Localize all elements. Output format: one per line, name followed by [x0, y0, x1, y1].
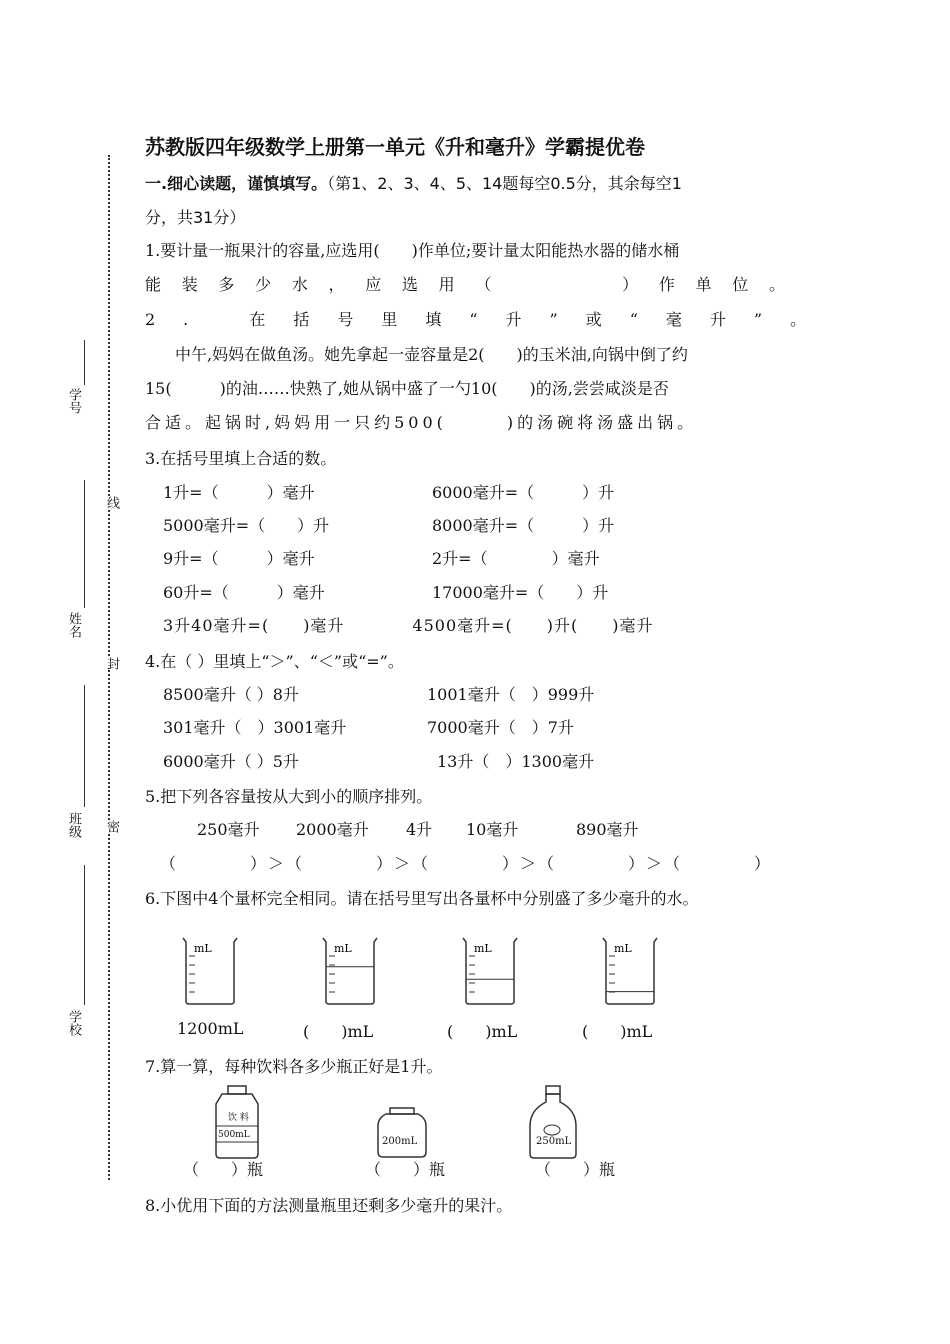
q7-heading: 7.算一算，每种饮料各多少瓶正好是1升。	[145, 1057, 443, 1076]
q3-last-row: 3升40毫升=( )毫升 4500毫升=( )升( )毫升	[163, 616, 654, 635]
field-school-label: 学校	[66, 1010, 81, 1036]
cup-unit-label: mL	[614, 942, 632, 955]
q3-row3-right: 2升=（ ）毫升	[432, 549, 600, 568]
measuring-cup-icon	[183, 938, 237, 1004]
q5-heading: 5.把下列各容量按从大到小的顺序排列。	[145, 787, 433, 806]
cup-unit-label: mL	[194, 942, 212, 955]
field-name-label: 姓名	[66, 612, 81, 638]
bottle-2-answer: （ ）瓶	[365, 1160, 446, 1179]
q3-row4-right: 17000毫升=（ ）升	[432, 583, 609, 602]
bottle-3-label: 250mL	[536, 1136, 572, 1147]
field-class-label: 班级	[66, 812, 81, 838]
bottle-2-label: 200mL	[382, 1136, 418, 1147]
q5-item: 890毫升	[576, 820, 639, 839]
q1-line2: 能装多少水，应选用（ ）作单位。	[145, 275, 805, 294]
q5-item: 250毫升	[197, 820, 260, 839]
q3-row1-right: 6000毫升=（ ）升	[432, 483, 615, 502]
bottle-3-answer: （ ）瓶	[535, 1160, 616, 1179]
q4-row2-right: 7000毫升（ ）7升	[427, 718, 574, 737]
q3-row3-left: 9升=（ ）毫升	[163, 549, 315, 568]
cup-unit-label: mL	[474, 942, 492, 955]
cup-2-answer: ( )mL	[303, 1022, 374, 1041]
section-heading: 一.细心读题，谨慎填写。	[145, 174, 328, 193]
q4-heading: 4.在（ ）里填上“＞”、“＜”或“=”。	[145, 652, 404, 671]
q5-item: 2000毫升	[296, 820, 369, 839]
q5-item: 4升	[406, 820, 433, 839]
q1-line1: 1.要计量一瓶果汁的容量,应选用( )作单位;要计量太阳能热水器的储水桶	[145, 241, 680, 260]
cup-1-answer: 1200mL	[177, 1019, 244, 1038]
q6-heading: 6.下图中4个量杯完全相同。请在括号里写出各量杯中分别盛了多少毫升的水。	[145, 889, 699, 908]
page-title: 苏教版四年级数学上册第一单元《升和毫升》学霸提优卷	[145, 135, 645, 159]
cup-unit-label: mL	[334, 942, 352, 955]
q4-row1-right: 1001毫升（ ）999升	[427, 685, 595, 704]
measuring-cup-icon	[463, 938, 517, 1004]
cup-4-answer: ( )mL	[582, 1022, 653, 1041]
q5-order-row: （ ）＞（ ）＞（ ）＞（ ）＞（ ）	[160, 854, 773, 873]
q2-line2: 中午,妈妈在做鱼汤。她先拿起一壶容量是2( )的玉米油,向锅中倒了约	[175, 345, 688, 364]
seal-char-line: 线	[104, 496, 119, 509]
q5-item: 10毫升	[466, 820, 519, 839]
measuring-cup-icon	[323, 938, 377, 1004]
field-student-id-label: 学号	[66, 388, 81, 414]
q3-heading: 3.在括号里填上合适的数。	[145, 449, 337, 468]
bottle-1-label: 500mL	[218, 1130, 250, 1140]
bottle-200ml-icon	[378, 1108, 426, 1157]
q3-row2-left: 5000毫升=（ ）升	[163, 516, 330, 535]
q3-row4-left: 60升=（ ）毫升	[163, 583, 325, 602]
q2-line1: 2. 在括号里填“升”或“毫升”。	[145, 310, 835, 329]
q4-row2-left: 301毫升（ ）3001毫升	[163, 718, 347, 737]
q3-row1-left: 1升=（ ）毫升	[163, 483, 315, 502]
bottle-1-label-top: 饮 料	[228, 1113, 249, 1123]
cup-3-answer: ( )mL	[447, 1022, 518, 1041]
section-note-line2: 分，共31分）	[145, 208, 246, 227]
q4-row3-right: 13升（ ）1300毫升	[437, 752, 595, 771]
q2-line4: 合适。起锅时,妈妈用一只约500( )的汤碗将汤盛出锅。	[145, 413, 698, 432]
q4-row3-left: 6000毫升（ ）5升	[163, 752, 299, 771]
drink-bottles	[200, 1084, 600, 1160]
seal-char-seal: 封	[104, 657, 119, 670]
q2-line3: 15( )的油……快熟了,她从锅中盛了一勺10( )的汤,尝尝咸淡是否	[145, 379, 669, 398]
bottle-1-answer: （ ）瓶	[183, 1160, 264, 1179]
bottle-250ml-icon	[530, 1086, 576, 1158]
section-note: （第1、2、3、4、5、14题每空0.5分，其余每空1	[327, 174, 682, 193]
q4-row1-left: 8500毫升（ ）8升	[163, 685, 299, 704]
q3-row2-right: 8000毫升=（ ）升	[432, 516, 615, 535]
seal-char-secret: 密	[104, 820, 119, 833]
measuring-cup-icon	[603, 938, 657, 1004]
q8-heading: 8.小优用下面的方法测量瓶里还剩多少毫升的果汁。	[145, 1196, 513, 1215]
